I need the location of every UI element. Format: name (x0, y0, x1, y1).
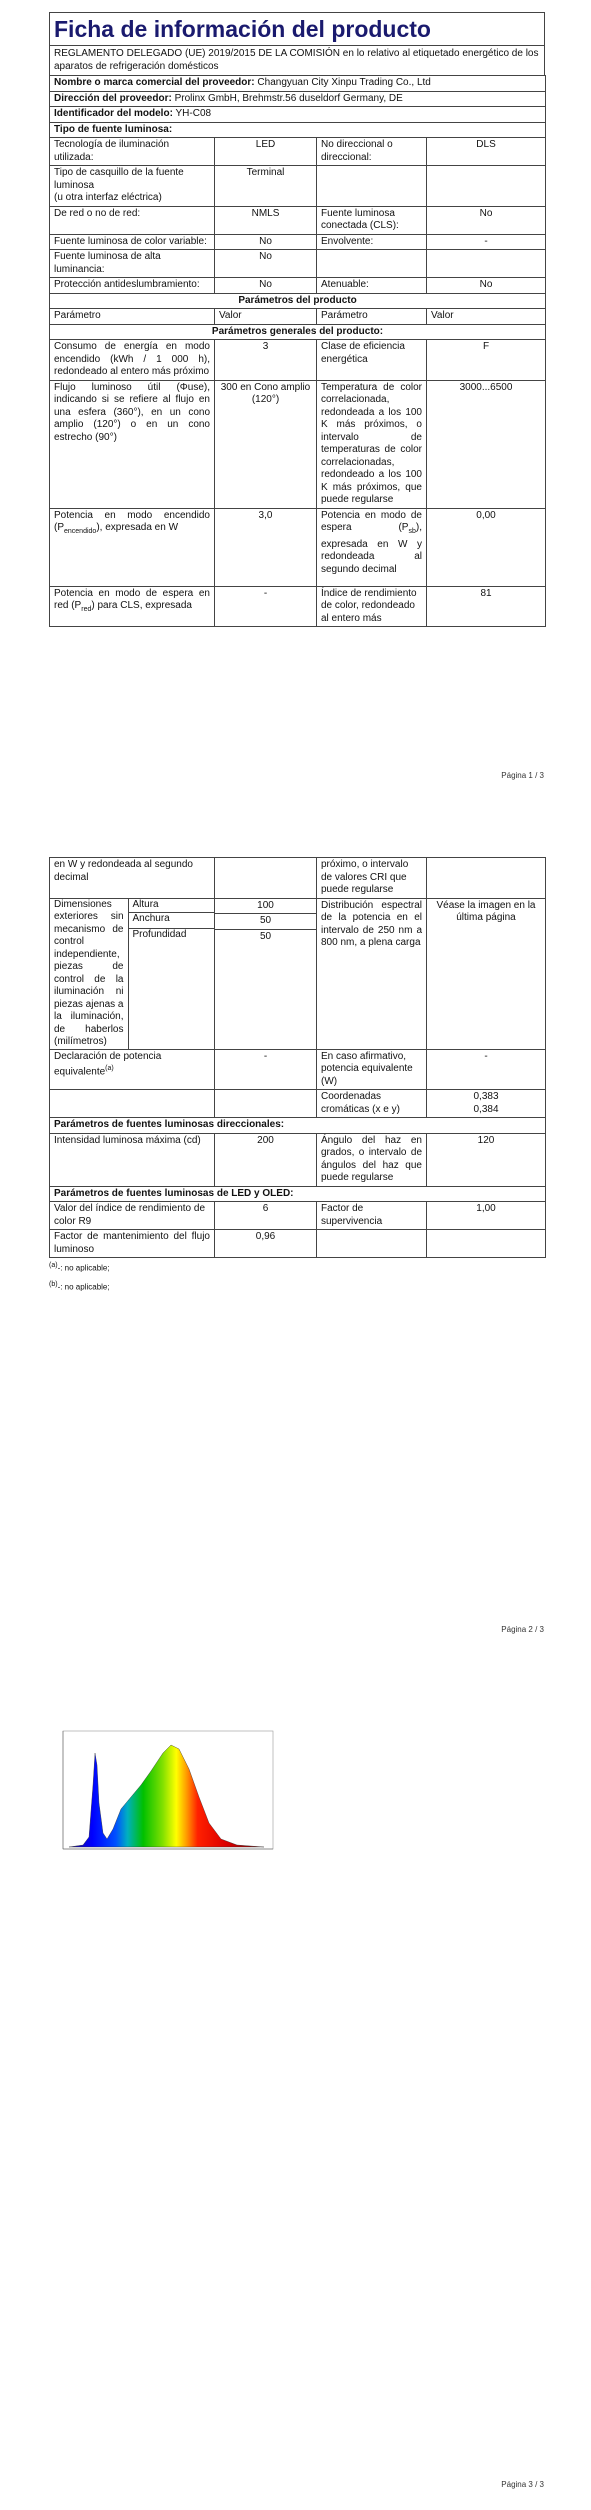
cell (317, 250, 427, 278)
light-source-type-heading: Tipo de fuente luminosa: (50, 122, 546, 138)
cell: Envolvente: (317, 234, 427, 250)
header-cell: Parámetro (317, 309, 427, 325)
height-label: Altura (128, 899, 214, 913)
cell: 81 (427, 586, 546, 627)
width-label: Anchura (128, 913, 214, 928)
cell: Consumo de energía en modo encendido (kWh / 1 000 h), redondeado al entero más próximo (50, 340, 215, 381)
cell-text: ) para CLS, expresada (91, 600, 192, 611)
cell: Valor del índice de rendimiento de color R9 (50, 1202, 215, 1230)
cell: Atenuable: (317, 278, 427, 294)
dimensions-label: Dimensiones exteriores sin mecanismo de control independiente, piezas de control de la iluminación ni piezas ajenas a la iluminación, de haberlos (milímetros) (50, 899, 128, 1049)
cell-text: Tipo de casquillo de la fuente luminosa (54, 167, 184, 191)
cell: No (215, 234, 317, 250)
depth-label: Profundidad (132, 928, 187, 940)
depth-value: 50 (259, 930, 272, 942)
cell: No (215, 250, 317, 278)
subscript: red (81, 606, 92, 613)
cell (317, 166, 427, 207)
cell: Índice de rendimiento de color, redondeado al entero más (317, 586, 427, 627)
cell: De red o no de red: (50, 206, 215, 234)
cell: NMLS (215, 206, 317, 234)
cell: Tecnología de iluminación utilizada: (50, 138, 215, 166)
width-value: 50 (215, 914, 316, 930)
cell: 0,00 (427, 508, 546, 586)
dimensions-subtable (50, 899, 214, 1049)
cell (317, 508, 427, 586)
cell-text: Declaración de potencia equivalente (54, 1050, 162, 1078)
model-id: YH-C08 (175, 108, 212, 119)
supplier-address: Prolinx GmbH, Brehmstr.56 duseldorf Germany, DE (174, 92, 403, 104)
cell: Clase de eficiencia energética (317, 340, 427, 381)
led-params-heading: Parámetros de fuentes luminosas de LED y OLED: (50, 1186, 546, 1202)
cell: Fuente luminosa de color variable: (50, 234, 215, 250)
cell: F (427, 340, 546, 381)
product-params-heading: Parámetros del producto (50, 293, 546, 309)
cell: En caso afirmativo, potencia equivalente (W) (317, 1049, 427, 1090)
cell (50, 1049, 215, 1090)
cell: 0,96 (215, 1230, 317, 1258)
cell: Fuente luminosa de alta luminancia: (50, 250, 215, 278)
footnote-a (49, 1258, 545, 1277)
chroma-x: 0,383 (473, 1091, 499, 1102)
cell-text: ), expresada en W (96, 522, 179, 533)
cell (215, 1090, 317, 1118)
cell: 6 (215, 1202, 317, 1230)
cell: Intensidad luminosa máxima (cd) (50, 1133, 215, 1186)
cell-text: Potencia en modo encendido (P (54, 509, 210, 533)
cell: LED (215, 138, 317, 166)
header-cell: Parámetro (50, 309, 215, 325)
supplier-trademark: Changyuan City Xinpu Trading Co., Ltd (257, 77, 431, 88)
cell: 120 (427, 1133, 546, 1186)
footnote-mark: (b) (49, 1280, 58, 1288)
dimensions-cell (50, 898, 215, 1049)
footnote-text: -: no aplicable; (57, 1263, 110, 1273)
cell: Terminal (215, 166, 317, 207)
cell: 200 (215, 1133, 317, 1186)
cell: Ángulo del haz en grados, o intervalo de ángulos del haz que puede regularse (317, 1133, 427, 1186)
cell: Temperatura de color correlacionada, redondeada a los 100 K más próximos, o intervalo de temperaturas de color correlacionadas, redondeado a los 100 K más próximos, que puede regularse (317, 380, 427, 508)
cell: No direccional o direccional: (317, 138, 427, 166)
cell: 3,0 (215, 508, 317, 586)
cell (50, 508, 215, 586)
cell: Fuente luminosa conectada (CLS): (317, 206, 427, 234)
cell (427, 166, 546, 207)
supplier-trademark-label: Nombre o marca comercial del proveedor: (54, 77, 255, 88)
cell (50, 166, 215, 207)
cell: 1,00 (427, 1202, 546, 1230)
cell: en W y redondeada al segundo decimal (50, 858, 215, 899)
cell (215, 858, 317, 899)
cell: 300 en Cono amplio (120°) (215, 380, 317, 508)
cell: 3 (215, 340, 317, 381)
cell (427, 1090, 546, 1118)
cell: Distribución espectral de la potencia en el intervalo de 250 nm a 800 nm, a plena carga (317, 898, 427, 1049)
regulation-text: REGLAMENTO DELEGADO (UE) 2019/2015 DE LA COMISIÓN en lo relativo al etiquetado energético de los aparatos de refrigeración domésticos (49, 45, 545, 75)
cell: Véase la imagen en la última página (427, 898, 546, 1049)
page-number: Página 2 / 3 (501, 1625, 544, 1634)
general-params-heading: Parámetros generales del producto: (50, 324, 546, 340)
cell (317, 1230, 427, 1258)
cell: - (215, 586, 317, 627)
subscript: encendido (64, 528, 97, 535)
cell: No (215, 278, 317, 294)
spectral-distribution-image (49, 1725, 279, 1865)
cell: 3000...6500 (427, 380, 546, 508)
model-label: Identificador del modelo: (54, 108, 173, 119)
header-cell: Valor (215, 309, 317, 325)
page-title: Ficha de información del producto (49, 12, 545, 45)
page-number: Página 3 / 3 (501, 2480, 544, 2489)
footnote-text: -: no aplicable; (57, 1282, 110, 1292)
cell: Coordenadas cromáticas (x e y) (317, 1090, 427, 1118)
supplier-address-label: Dirección del proveedor: (54, 92, 172, 104)
cell-text: Potencia en modo de espera en red (P (54, 587, 210, 611)
cell: - (427, 234, 546, 250)
cell: No (427, 278, 546, 294)
cell-text: Potencia en modo de espera (P (321, 509, 422, 533)
cell (50, 586, 215, 627)
cell: - (427, 1049, 546, 1090)
superscript: (a) (105, 1065, 114, 1072)
height-value: 100 (215, 899, 316, 915)
cell (50, 1090, 215, 1118)
chroma-y: 0,384 (473, 1103, 499, 1115)
cell: próximo, o intervalo de valores CRI que puede regularse (317, 858, 427, 899)
cell: Flujo luminoso útil (Φuse), indicando si se refiere al flujo en una esfera (360°), en un cono amplio (120°) o en un cono estrecho (90°) (50, 380, 215, 508)
footnote-b (49, 1277, 545, 1296)
cell: No (427, 206, 546, 234)
footnote-mark: (a) (49, 1262, 58, 1269)
cell (427, 250, 546, 278)
cell: Protección antideslumbramiento: (50, 278, 215, 294)
subscript: sb (408, 528, 416, 535)
cell-text: ), expresada en W y redondeada al segundo decimal (321, 522, 422, 575)
product-info-table-continued (49, 857, 546, 1258)
dimensions-values-cell (215, 898, 317, 1049)
product-info-table (49, 75, 546, 627)
cell: Factor de supervivencia (317, 1202, 427, 1230)
cell (427, 1230, 546, 1258)
cell: - (215, 1049, 317, 1090)
cell: Factor de mantenimiento del flujo luminoso (50, 1230, 215, 1258)
page-number: Página 1 / 3 (501, 771, 544, 780)
cell-text: (u otra interfaz eléctrica) (54, 192, 162, 203)
cell: DLS (427, 138, 546, 166)
cell (427, 858, 546, 899)
directional-params-heading: Parámetros de fuentes luminosas direccionales: (50, 1118, 546, 1134)
header-cell: Valor (427, 309, 546, 325)
